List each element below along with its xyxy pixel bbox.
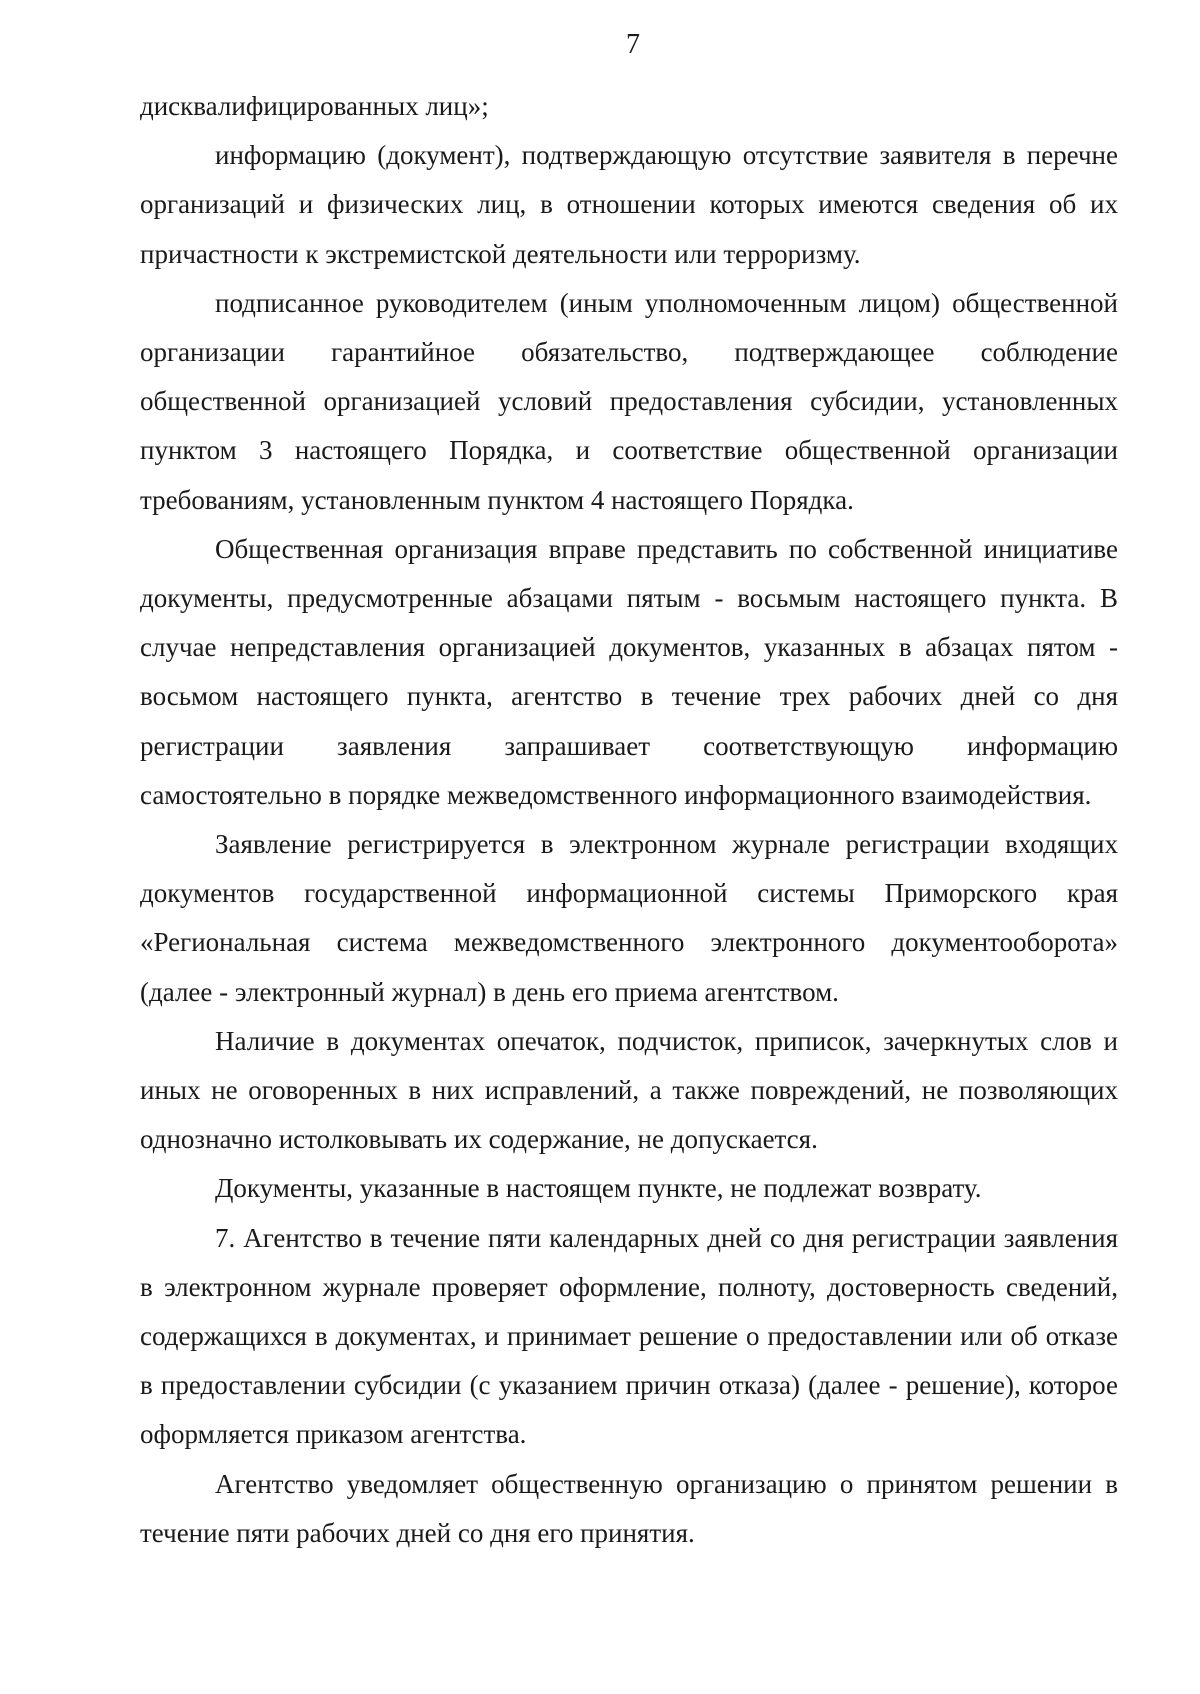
paragraph-notification: Агентство уведомляет общественную организацию о принятом решении в течение пяти рабочих дней со дня его принятия. — [140, 1468, 1118, 1548]
paragraph-continuation: дисквалифицированных лиц»; — [140, 91, 489, 121]
document-body — [140, 82, 1118, 1558]
paragraph-no-return: Документы, указанные в настоящем пункте, не подлежат возврату. — [215, 1173, 982, 1204]
paragraph-item-7: 7. Агентство в течение пяти календарных дней со дня регистрации заявления в электронном журнале проверяет оформление, полноту, достоверность сведений, содержащихся в документах, и принимает решение о предоставлении или об отказе в предоставлении субсидии (с указанием причин отказа) (далее - решение), которое оформляется приказом агентства. — [140, 1222, 1118, 1450]
page-number: 7 — [626, 29, 640, 60]
paragraph-extremism-info: информацию (документ), подтверждающую отсутствие заявителя в перечне организаций и физических лиц, в отношении которых имеются сведения об их причастности к экстремистской деятельности или терроризму. — [140, 140, 1118, 269]
paragraph-guarantee-obligation: подписанное руководителем (иным уполномоченным лицом) общественной организации гарантийное обязательство, подтверждающее соблюдение общественной организацией условий предоставления субсидии, установленных пунктом 3 настоящего Порядка, и соответствие общественной организации требованиям, установленным пунктом 4 настоящего Порядка. — [140, 287, 1118, 515]
paragraph-own-initiative: Общественная организация вправе представить по собственной инициативе документы, предусмотренные абзацами пятым - восьмым настоящего пункта. В случае непредставления организацией документов, указанных в абзацах пятом - восьмом настоящего пункта, агентство в течение трех рабочих дней со дня регистрации заявления запрашивает соответствующую информацию самостоятельно в порядке межведомственного информационного взаимодействия. — [140, 533, 1118, 810]
paragraph-corrections: Наличие в документах опечаток, подчисток, приписок, зачеркнутых слов и иных не оговоренных в них исправлений, а также повреждений, не позволяющих однозначно истолковывать их содержание, не допускается. — [140, 1025, 1118, 1155]
paragraph-registration: Заявление регистрируется в электронном журнале регистрации входящих документов государственной информационной системы Приморского края «Региональная система межведомственного электронного документооборота» (далее - электронный журнал) в день его приема агентством. — [140, 829, 1118, 1007]
